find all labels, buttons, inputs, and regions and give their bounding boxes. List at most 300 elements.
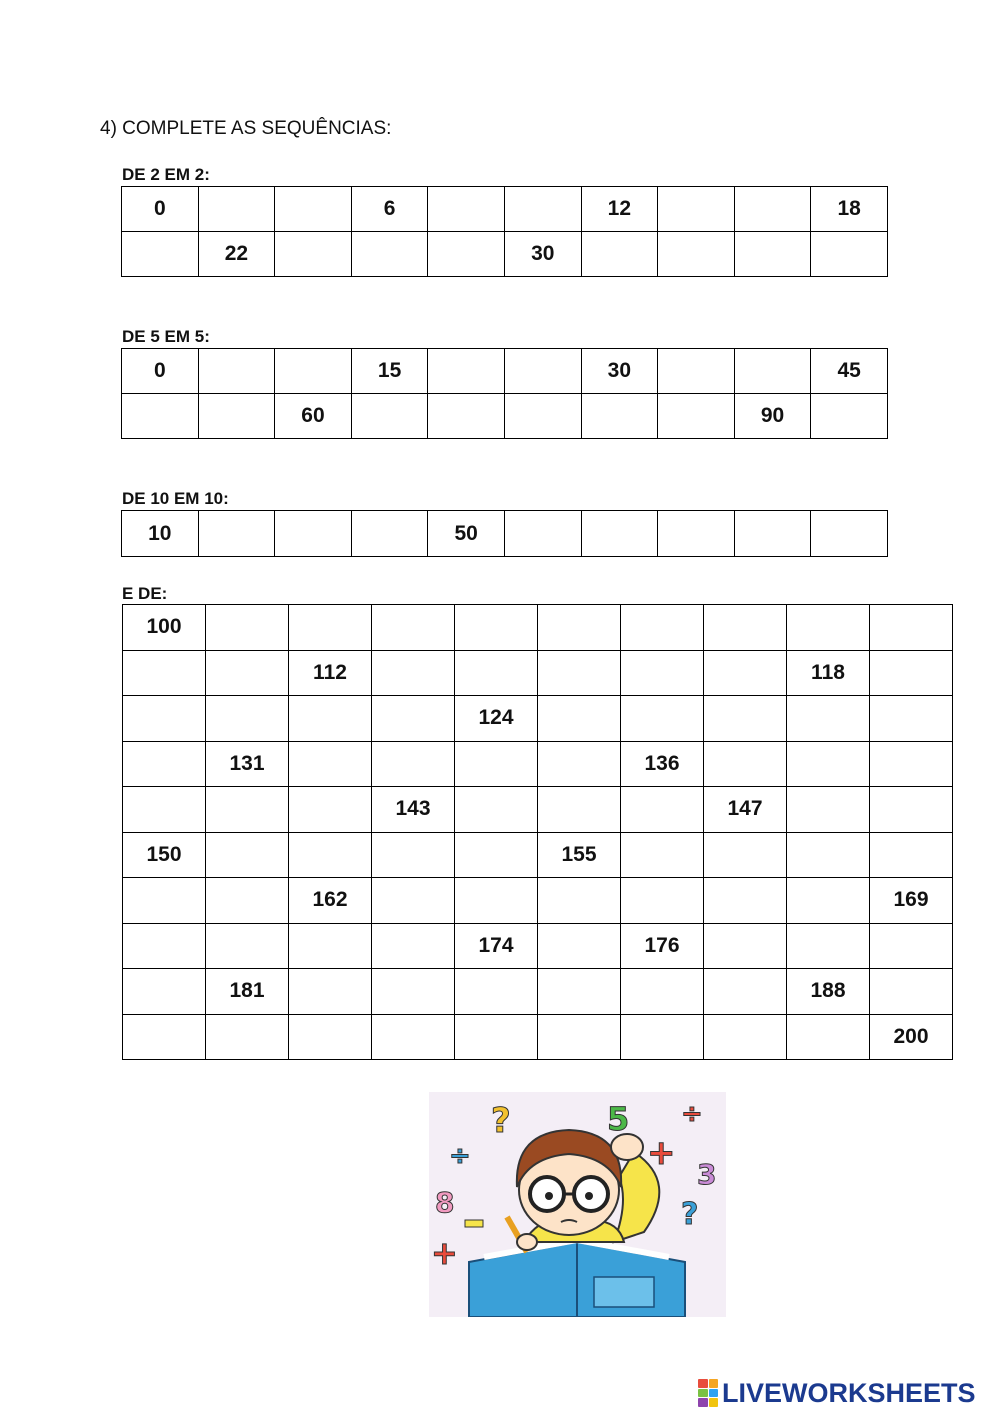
answer-input[interactable]: [206, 878, 288, 923]
sequence-blank-cell[interactable]: [621, 787, 704, 833]
sequence-blank-cell[interactable]: [123, 741, 206, 787]
answer-input[interactable]: [582, 394, 658, 438]
sequence-blank-cell[interactable]: [455, 650, 538, 696]
answer-input[interactable]: [658, 394, 734, 438]
sequence-blank-cell[interactable]: [372, 878, 455, 924]
answer-input[interactable]: [735, 232, 811, 276]
sequence-blank-cell[interactable]: [123, 1014, 206, 1060]
sequence-blank-cell[interactable]: [198, 349, 275, 394]
sequence-blank-cell[interactable]: [704, 969, 787, 1015]
answer-input[interactable]: [123, 742, 205, 787]
answer-input[interactable]: [275, 232, 351, 276]
sequence-number-cell: 131: [206, 741, 289, 787]
answer-input[interactable]: [206, 605, 288, 650]
sequence-blank-cell[interactable]: [621, 832, 704, 878]
sequence-blank-cell[interactable]: [787, 741, 870, 787]
answer-input[interactable]: [704, 696, 786, 741]
sequence-blank-cell[interactable]: [351, 232, 428, 277]
answer-input[interactable]: [505, 511, 581, 556]
sequence-number-cell: 50: [428, 511, 505, 557]
sequence-blank-cell[interactable]: [198, 394, 275, 439]
sequence-blank-cell[interactable]: [621, 969, 704, 1015]
sequence-number-cell: 30: [581, 349, 658, 394]
answer-input[interactable]: [582, 511, 658, 556]
sequence-blank-cell[interactable]: [870, 605, 953, 651]
answer-input[interactable]: [870, 651, 952, 696]
svg-text:3: 3: [697, 1158, 717, 1191]
sequence-number-cell: 136: [621, 741, 704, 787]
sequence-blank-cell[interactable]: [787, 1014, 870, 1060]
answer-input[interactable]: [538, 924, 620, 969]
sequence-blank-cell[interactable]: [123, 650, 206, 696]
answer-input[interactable]: [206, 924, 288, 969]
answer-input[interactable]: [538, 696, 620, 741]
svg-text:+: +: [431, 1234, 458, 1272]
answer-input[interactable]: [123, 651, 205, 696]
sequence-blank-cell[interactable]: [122, 394, 199, 439]
sequence-blank-cell[interactable]: [581, 511, 658, 557]
sequence-blank-cell[interactable]: [538, 605, 621, 651]
sequence-blank-cell[interactable]: [704, 832, 787, 878]
svg-text:5: 5: [607, 1100, 630, 1138]
answer-input[interactable]: [289, 969, 371, 1014]
svg-text:8: 8: [435, 1186, 455, 1219]
answer-input[interactable]: [704, 742, 786, 787]
answer-input[interactable]: [658, 511, 734, 556]
sequence-blank-cell[interactable]: [787, 923, 870, 969]
answer-input[interactable]: [123, 878, 205, 923]
sequence-blank-cell[interactable]: [198, 187, 275, 232]
sequence-blank-cell[interactable]: [372, 923, 455, 969]
sequence-blank-cell[interactable]: [289, 969, 372, 1015]
sequence-row: [123, 1014, 953, 1060]
answer-input[interactable]: [352, 511, 428, 556]
sequence-blank-cell[interactable]: [455, 832, 538, 878]
sequence-blank-cell[interactable]: [734, 511, 811, 557]
answer-input[interactable]: [275, 349, 351, 393]
sequence-blank-cell[interactable]: [581, 232, 658, 277]
sequence-blank-cell[interactable]: [198, 511, 275, 557]
answer-input[interactable]: [621, 878, 703, 923]
sequence-blank-cell[interactable]: [811, 394, 888, 439]
answer-input[interactable]: [704, 924, 786, 969]
answer-input[interactable]: [275, 511, 351, 556]
answer-input[interactable]: [582, 232, 658, 276]
sequence-number-cell: 6: [351, 187, 428, 232]
sequence-number-cell: 12: [581, 187, 658, 232]
answer-input[interactable]: [621, 605, 703, 650]
logo-icon: [698, 1379, 718, 1407]
sequence-blank-cell[interactable]: [289, 696, 372, 742]
answer-input[interactable]: [206, 787, 288, 832]
sequence-blank-cell[interactable]: [621, 878, 704, 924]
sequence-blank-cell[interactable]: [372, 650, 455, 696]
answer-input[interactable]: [787, 1015, 869, 1060]
answer-input[interactable]: [372, 833, 454, 878]
sequence-blank-cell[interactable]: [372, 969, 455, 1015]
sequence-blank-cell[interactable]: [289, 741, 372, 787]
svg-text:+: +: [647, 1133, 676, 1173]
answer-input[interactable]: [735, 187, 811, 231]
answer-input[interactable]: [289, 924, 371, 969]
sequence-blank-cell[interactable]: [289, 1014, 372, 1060]
sequence-table-de-10: [121, 510, 888, 557]
sequence-number-cell: 18: [811, 187, 888, 232]
sequence-blank-cell[interactable]: [372, 696, 455, 742]
sequence-blank-cell[interactable]: [275, 187, 352, 232]
answer-input[interactable]: [289, 1015, 371, 1060]
sequence-blank-cell[interactable]: [538, 696, 621, 742]
answer-input[interactable]: [505, 349, 581, 393]
sequence-row: [123, 832, 953, 878]
answer-input[interactable]: [787, 742, 869, 787]
answer-input[interactable]: [811, 394, 887, 438]
answer-input[interactable]: [538, 1015, 620, 1060]
answer-input[interactable]: [123, 696, 205, 741]
answer-input[interactable]: [122, 232, 198, 276]
sequence-blank-cell[interactable]: [538, 969, 621, 1015]
sequence-blank-cell[interactable]: [123, 969, 206, 1015]
sequence-blank-cell[interactable]: [206, 832, 289, 878]
sequence-row: [123, 969, 953, 1015]
answer-input[interactable]: [206, 696, 288, 741]
answer-input[interactable]: [352, 394, 428, 438]
answer-input[interactable]: [455, 742, 537, 787]
sequence-number-cell: 90: [734, 394, 811, 439]
answer-input[interactable]: [538, 605, 620, 650]
answer-input[interactable]: [870, 787, 952, 832]
sequence-table-de-2: [121, 186, 888, 277]
answer-input[interactable]: [428, 394, 504, 438]
answer-input[interactable]: [455, 878, 537, 923]
answer-input[interactable]: [352, 232, 428, 276]
section-label-de-2: DE 2 EM 2:: [122, 165, 210, 184]
answer-input[interactable]: [621, 1015, 703, 1060]
logo-text: LIVEWORKSHEETS: [722, 1377, 976, 1408]
answer-input[interactable]: [123, 969, 205, 1014]
answer-input[interactable]: [289, 833, 371, 878]
answer-input[interactable]: [811, 232, 887, 276]
answer-input[interactable]: [658, 187, 734, 231]
answer-input[interactable]: [787, 878, 869, 923]
sequence-number-cell: 143: [372, 787, 455, 833]
sequence-blank-cell[interactable]: [206, 650, 289, 696]
sequence-blank-cell[interactable]: [206, 923, 289, 969]
sequence-blank-cell[interactable]: [538, 1014, 621, 1060]
answer-input[interactable]: [455, 969, 537, 1014]
sequence-blank-cell[interactable]: [734, 232, 811, 277]
answer-input[interactable]: [538, 969, 620, 1014]
sequence-blank-cell[interactable]: [455, 741, 538, 787]
svg-text:÷: ÷: [449, 1141, 471, 1171]
sequence-blank-cell[interactable]: [372, 832, 455, 878]
sequence-blank-cell[interactable]: [504, 187, 581, 232]
answer-input[interactable]: [455, 833, 537, 878]
answer-input[interactable]: [658, 232, 734, 276]
answer-input[interactable]: [538, 742, 620, 787]
sequence-blank-cell[interactable]: [428, 187, 505, 232]
sequence-row: [123, 741, 953, 787]
sequence-blank-cell[interactable]: [455, 969, 538, 1015]
answer-input[interactable]: [372, 651, 454, 696]
section-label-e-de: E DE:: [122, 584, 168, 603]
liveworksheets-logo: [698, 1375, 976, 1411]
answer-input[interactable]: [704, 1015, 786, 1060]
answer-input[interactable]: [122, 394, 198, 438]
sequence-blank-cell[interactable]: [870, 969, 953, 1015]
sequence-blank-cell[interactable]: [704, 696, 787, 742]
sequence-blank-cell[interactable]: [351, 511, 428, 557]
sequence-number-cell: 176: [621, 923, 704, 969]
answer-input[interactable]: [658, 349, 734, 393]
sequence-number-cell: 147: [704, 787, 787, 833]
exercise-title: 4) COMPLETE AS SEQUÊNCIAS:: [100, 118, 392, 139]
sequence-number-cell: 155: [538, 832, 621, 878]
sequence-blank-cell[interactable]: [455, 605, 538, 651]
answer-input[interactable]: [787, 696, 869, 741]
answer-input[interactable]: [206, 833, 288, 878]
sequence-blank-cell[interactable]: [372, 1014, 455, 1060]
answer-input[interactable]: [372, 605, 454, 650]
section-label-de-10: DE 10 EM 10:: [122, 489, 229, 508]
sequence-number-cell: 0: [122, 349, 199, 394]
sequence-row: [123, 605, 953, 651]
sequence-blank-cell[interactable]: [455, 787, 538, 833]
sequence-blank-cell[interactable]: [289, 605, 372, 651]
answer-input[interactable]: [372, 924, 454, 969]
answer-input[interactable]: [787, 924, 869, 969]
sequence-number-cell: 10: [122, 511, 199, 557]
sequence-blank-cell[interactable]: [704, 878, 787, 924]
answer-input[interactable]: [372, 696, 454, 741]
sequence-blank-cell[interactable]: [658, 394, 735, 439]
sequence-blank-cell[interactable]: [206, 1014, 289, 1060]
answer-input[interactable]: [455, 1015, 537, 1060]
answer-input[interactable]: [621, 696, 703, 741]
answer-input[interactable]: [538, 878, 620, 923]
answer-input[interactable]: [787, 833, 869, 878]
answer-input[interactable]: [870, 833, 952, 878]
answer-input[interactable]: [372, 1015, 454, 1060]
sequence-blank-cell[interactable]: [787, 832, 870, 878]
answer-input[interactable]: [735, 349, 811, 393]
sequence-blank-cell[interactable]: [428, 349, 505, 394]
answer-input[interactable]: [505, 394, 581, 438]
sequence-blank-cell[interactable]: [870, 696, 953, 742]
answer-input[interactable]: [372, 969, 454, 1014]
answer-input[interactable]: [289, 696, 371, 741]
sequence-blank-cell[interactable]: [289, 832, 372, 878]
sequence-blank-cell[interactable]: [206, 878, 289, 924]
sequence-number-cell: 188: [787, 969, 870, 1015]
sequence-blank-cell[interactable]: [504, 511, 581, 557]
sequence-blank-cell[interactable]: [275, 511, 352, 557]
sequence-blank-cell[interactable]: [289, 787, 372, 833]
answer-input[interactable]: [505, 187, 581, 231]
answer-input[interactable]: [787, 605, 869, 650]
sequence-row: [123, 650, 953, 696]
sequence-number-cell: 181: [206, 969, 289, 1015]
answer-input[interactable]: [199, 511, 275, 556]
sequence-blank-cell[interactable]: [538, 741, 621, 787]
sequence-blank-cell[interactable]: [621, 650, 704, 696]
sequence-blank-cell[interactable]: [538, 878, 621, 924]
sequence-blank-cell[interactable]: [455, 1014, 538, 1060]
sequence-table-de-5: [121, 348, 888, 439]
sequence-table-e-de: [122, 604, 953, 1060]
sequence-row: [123, 878, 953, 924]
answer-input[interactable]: [199, 187, 275, 231]
answer-input[interactable]: [870, 969, 952, 1014]
sequence-blank-cell[interactable]: [870, 650, 953, 696]
sequence-blank-cell[interactable]: [581, 394, 658, 439]
sequence-blank-cell[interactable]: [504, 394, 581, 439]
sequence-blank-cell[interactable]: [704, 1014, 787, 1060]
sequence-blank-cell[interactable]: [811, 511, 888, 557]
sequence-number-cell: 100: [123, 605, 206, 651]
sequence-number-cell: 150: [123, 832, 206, 878]
answer-input[interactable]: [704, 651, 786, 696]
student-thinking-math-illustration: [429, 1092, 726, 1317]
sequence-number-cell: 0: [122, 187, 199, 232]
sequence-blank-cell[interactable]: [658, 232, 735, 277]
sequence-row: [122, 511, 888, 557]
answer-input[interactable]: [621, 833, 703, 878]
sequence-blank-cell[interactable]: [538, 787, 621, 833]
sequence-row: [123, 696, 953, 742]
sequence-blank-cell[interactable]: [621, 1014, 704, 1060]
sequence-blank-cell[interactable]: [787, 787, 870, 833]
answer-input[interactable]: [199, 349, 275, 393]
answer-input[interactable]: [704, 605, 786, 650]
answer-input[interactable]: [704, 969, 786, 1014]
sequence-blank-cell[interactable]: [658, 349, 735, 394]
sequence-blank-cell[interactable]: [658, 187, 735, 232]
sequence-row: [122, 349, 888, 394]
sequence-blank-cell[interactable]: [704, 741, 787, 787]
sequence-blank-cell[interactable]: [455, 878, 538, 924]
sequence-number-cell: 169: [870, 878, 953, 924]
answer-input[interactable]: [870, 605, 952, 650]
sequence-blank-cell[interactable]: [372, 741, 455, 787]
sequence-row: [123, 787, 953, 833]
sequence-blank-cell[interactable]: [870, 923, 953, 969]
answer-input[interactable]: [455, 605, 537, 650]
svg-text:?: ?: [681, 1197, 699, 1232]
sequence-blank-cell[interactable]: [787, 605, 870, 651]
sequence-blank-cell[interactable]: [787, 878, 870, 924]
answer-input[interactable]: [372, 742, 454, 787]
answer-input[interactable]: [621, 651, 703, 696]
sequence-blank-cell[interactable]: [621, 696, 704, 742]
sequence-blank-cell[interactable]: [123, 696, 206, 742]
answer-input[interactable]: [455, 787, 537, 832]
answer-input[interactable]: [289, 742, 371, 787]
sequence-blank-cell[interactable]: [870, 832, 953, 878]
sequence-blank-cell[interactable]: [870, 741, 953, 787]
sequence-blank-cell[interactable]: [538, 650, 621, 696]
sequence-blank-cell[interactable]: [206, 605, 289, 651]
answer-input[interactable]: [372, 878, 454, 923]
answer-input[interactable]: [123, 787, 205, 832]
sequence-number-cell: 22: [198, 232, 275, 277]
sequence-blank-cell[interactable]: [206, 696, 289, 742]
section-label-de-5: DE 5 EM 5:: [122, 327, 210, 346]
sequence-blank-cell[interactable]: [704, 923, 787, 969]
sequence-blank-cell[interactable]: [658, 511, 735, 557]
sequence-blank-cell[interactable]: [372, 605, 455, 651]
sequence-number-cell: 124: [455, 696, 538, 742]
sequence-number-cell: 30: [504, 232, 581, 277]
answer-input[interactable]: [538, 787, 620, 832]
answer-input[interactable]: [123, 924, 205, 969]
sequence-blank-cell[interactable]: [428, 394, 505, 439]
sequence-blank-cell[interactable]: [811, 232, 888, 277]
svg-text:÷: ÷: [681, 1099, 703, 1129]
sequence-blank-cell[interactable]: [504, 349, 581, 394]
sequence-blank-cell[interactable]: [704, 650, 787, 696]
sequence-blank-cell[interactable]: [734, 349, 811, 394]
answer-input[interactable]: [275, 187, 351, 231]
sequence-blank-cell[interactable]: [734, 187, 811, 232]
answer-input[interactable]: [428, 349, 504, 393]
answer-input[interactable]: [538, 651, 620, 696]
sequence-blank-cell[interactable]: [206, 787, 289, 833]
answer-input[interactable]: [455, 651, 537, 696]
answer-input[interactable]: [704, 878, 786, 923]
answer-input[interactable]: [621, 969, 703, 1014]
answer-input[interactable]: [735, 511, 811, 556]
answer-input[interactable]: [206, 1015, 288, 1060]
sequence-row: [122, 187, 888, 232]
sequence-blank-cell[interactable]: [123, 923, 206, 969]
sequence-blank-cell[interactable]: [289, 923, 372, 969]
sequence-blank-cell[interactable]: [538, 923, 621, 969]
answer-input[interactable]: [621, 787, 703, 832]
sequence-number-cell: 60: [275, 394, 352, 439]
answer-input[interactable]: [289, 605, 371, 650]
answer-input[interactable]: [199, 394, 275, 438]
sequence-blank-cell[interactable]: [428, 232, 505, 277]
answer-input[interactable]: [428, 232, 504, 276]
sequence-number-cell: 200: [870, 1014, 953, 1060]
answer-input[interactable]: [870, 924, 952, 969]
sequence-blank-cell[interactable]: [123, 787, 206, 833]
answer-input[interactable]: [787, 787, 869, 832]
sequence-blank-cell[interactable]: [123, 878, 206, 924]
sequence-blank-cell[interactable]: [621, 605, 704, 651]
sequence-blank-cell[interactable]: [275, 232, 352, 277]
sequence-blank-cell[interactable]: [351, 394, 428, 439]
answer-input[interactable]: [123, 1015, 205, 1060]
sequence-row: [122, 232, 888, 277]
sequence-blank-cell[interactable]: [704, 605, 787, 651]
svg-text:?: ?: [491, 1101, 511, 1141]
answer-input[interactable]: [206, 651, 288, 696]
answer-input[interactable]: [428, 187, 504, 231]
answer-input[interactable]: [811, 511, 887, 556]
sequence-blank-cell[interactable]: [275, 349, 352, 394]
answer-input[interactable]: [289, 787, 371, 832]
answer-input[interactable]: [870, 742, 952, 787]
sequence-blank-cell[interactable]: [870, 787, 953, 833]
sequence-row: [122, 394, 888, 439]
answer-input[interactable]: [704, 833, 786, 878]
answer-input[interactable]: [870, 696, 952, 741]
sequence-blank-cell[interactable]: [787, 696, 870, 742]
sequence-number-cell: 15: [351, 349, 428, 394]
sequence-blank-cell[interactable]: [122, 232, 199, 277]
